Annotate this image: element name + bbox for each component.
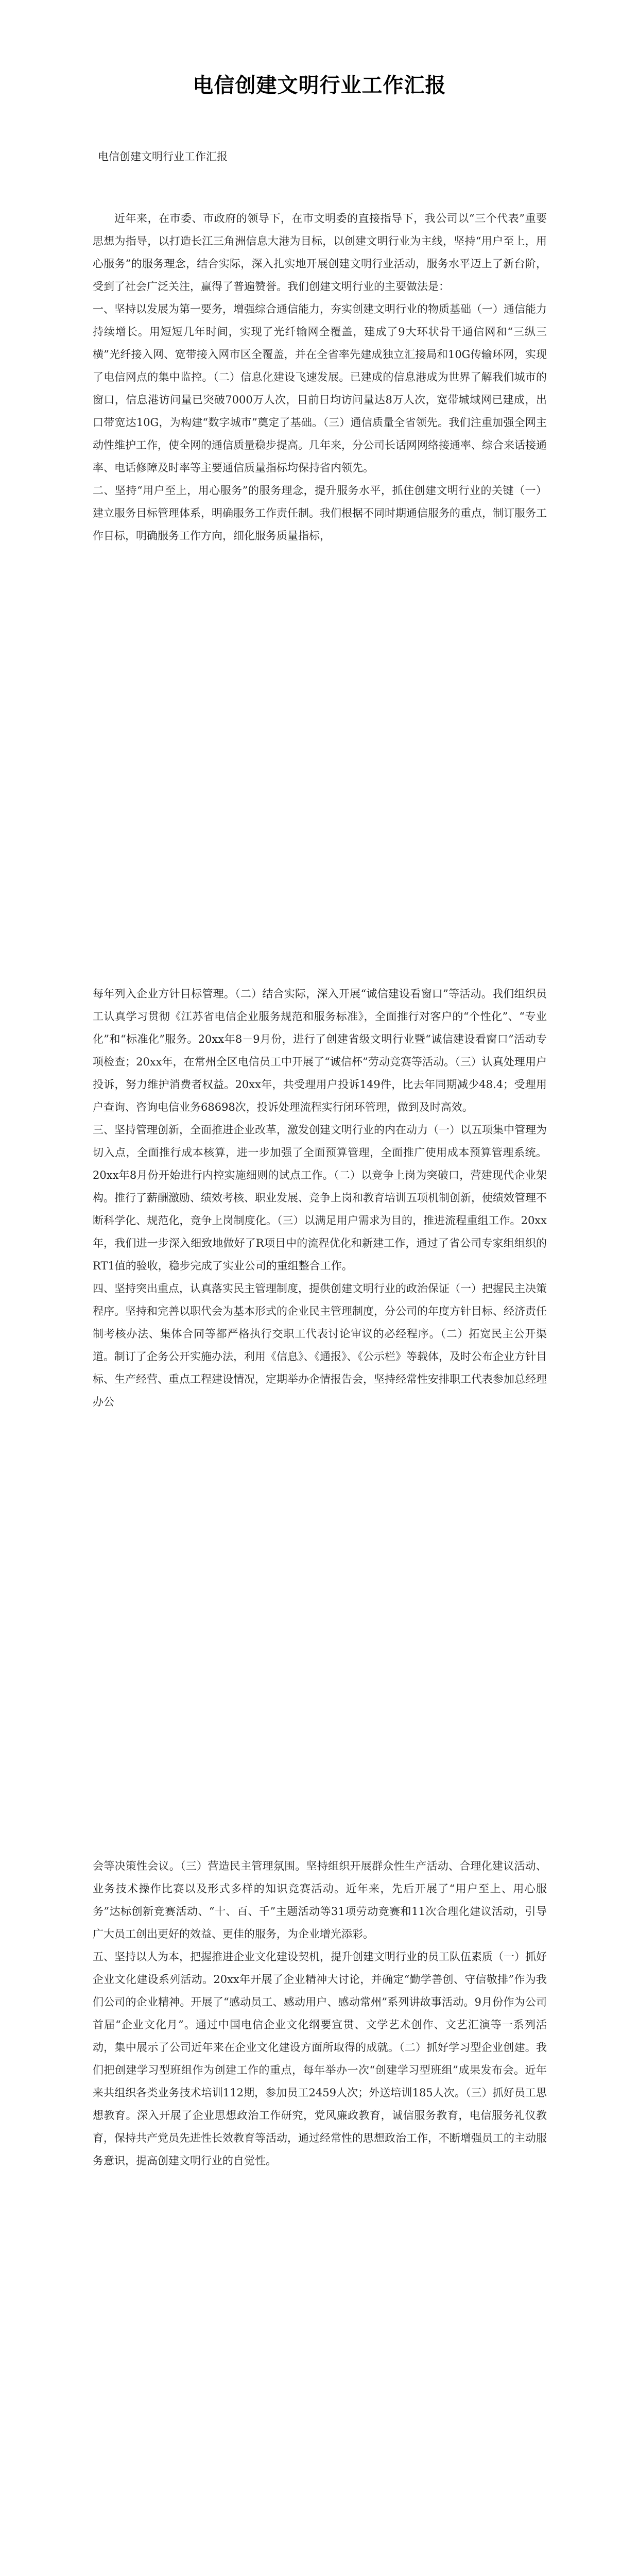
paragraph-section-4: 四、坚持突出重点，认真落实民主管理制度，提供创建文明行业的政治保证（一）把握民主决策程序。坚持和完善以职代会为基本形式的企业民主管理制度，分公司的年度方针目标、经济责任制考核办法、集体合同等都严格执行交职工代表讨论审议的必经程序。（二）拓宽民主公开渠道。制订了企务公开实施办法，利用《信息》、《通报》、《公示栏》等载体，及时公布企业方针目标、生产经营、重点工程建设情况，定期举办企情报告会，坚持经常性安排职工代表参加总经理办公 — [93, 1282, 547, 1408]
text-block-1 — [93, 207, 547, 547]
paragraph-intro: 近年来，在市委、市政府的领导下，在市文明委的直接指导下，我公司以“三个代表”重要思想为指导，以打造长江三角洲信息大港为目标，以创建文明行业为主线，坚持“用户至上，用心服务”的服务理念，结合实际，深入扎实地开展创建文明行业活动，服务水平迈上了新台阶，受到了社会广泛关注，赢得了普遍赞誉。我们创建文明行业的主要做法是： — [93, 212, 547, 293]
text-block-3 — [93, 1855, 547, 2172]
paragraph-section-4-cont: 会等决策性会议。（三）营造民主管理氛围。坚持组织开展群众性生产活动、合理化建议活动、业务技术操作比赛以及形式多样的知识竞赛活动。近年来，先后开展了“用户至上、用心服务”达标创新竞赛活动、“十、百、千”主题活动等31项劳动竞赛和11次合理化建议活动，引导广大员工创出更好的效益、更佳的服务，为企业增光添彩。 — [93, 1860, 547, 1940]
paragraph-section-5: 五、坚持以人为本，把握推进企业文化建设契机，提升创建文明行业的员工队伍素质（一）抓好企业文化建设系列活动。20xx年开展了企业精神大讨论，并确定“勤学善创、守信敬排”作为我们公司的企业精神。开展了“感动员工、感动用户、感动常州”系列讲故事活动。9月份作为公司首届“企业文化月”。通过中国电信企业文化纲要宣贯、文学艺术创作、文艺汇演等一系列活动，集中展示了公司近年来在企业文化建设方面所取得的成就。（二）抓好学习型企业创建。我们把创建学习型班组作为创建工作的重点，每年举办一次“创建学习型班组”成果发布会。近年来共组织各类业务技术培训112期，参加员工2459人次；外送培训185人次。（三）抓好员工思想教育。深入开展了企业思想政治工作研究，党风廉政教育，诚信服务教育，电信服务礼仪教育，保持共产党员先进性长效教育等活动，通过经常性的思想政治工作，不断增强员工的主动服务意识，提高创建文明行业的自觉性。 — [93, 1951, 547, 2167]
page-title: 电信创建文明行业工作汇报 — [193, 73, 446, 97]
paragraph-section-3: 三、坚持管理创新，全面推进企业改革，激发创建文明行业的内在动力（一）以五项集中管理为切入点，全面推行成本核算，进一步加强了全面预算管理，全面推广使用成本预算管理系统。20xx年8月份开始进行内控实施细则的试点工作。（二）以竞争上岗为突破口，营建现代企业架构。推行了薪酬激励、绩效考核、职业发展、竞争上岗和教育培训五项机制创新，使绩效管理不断科学化、规范化，竞争上岗制度化。（三）以满足用户需求为目的，推进流程重组工作。20xx年，我们进一步深入细致地做好了R项目中的流程优化和新建工作，通过了省公司专家组组织的RT1值的验收，稳步完成了实业公司的重组整合工作。 — [93, 1124, 547, 1272]
paragraph-section-2: 二、坚持“用户至上，用心服务”的服务理念，提升服务水平，抓住创建文明行业的关键（一）建立服务目标管理体系，明确服务工作责任制。我们根据不同时期通信服务的重点，制订服务工作目标，明确服务工作方向，细化服务质量指标， — [93, 484, 547, 542]
document-subtitle: 电信创建文明行业工作汇报 — [98, 150, 228, 163]
paragraph-section-1: 一、坚持以发展为第一要务，增强综合通信能力，夯实创建文明行业的物质基础（一）通信能力持续增长。用短短几年时间，实现了光纤输网全覆盖，建成了9大环状骨干通信网和“三纵三横”光纤接入网、宽带接入网市区全覆盖，并在全省率先建成独立汇接局和10G传输环网，实现了电信网点的集中监控。（二）信息化建设飞速发展。已建成的信息港成为世界了解我们城市的窗口，信息港访问量已突破7000万人次，目前日均访问量达8万人次，宽带城域网已建成，出口带宽达10G，为构建“数字城市”奠定了基础。（三）通信质量全省领先。我们注重加强全网主动性维护工作，使全网的通信质量稳步提高。几年来，分公司长话网网络接通率、综合来话接通率、电话修障及时率等主要通信质量指标均保持省内领先。 — [93, 303, 547, 474]
text-block-2 — [93, 982, 547, 1413]
paragraph-section-2-cont: 每年列入企业方针目标管理。（二）结合实际，深入开展“诚信建设看窗口”等活动。我们组织员工认真学习贯彻《江苏省电信企业服务规范和服务标准》，全面推行对客户的“个性化”、“专业化”和“标准化”服务。20xx年8－9月份，进行了创建省级文明行业暨“诚信建设看窗口”活动专项检查；20xx年，在常州全区电信员工中开展了“诚信杯”劳动竞赛等活动。（三）认真处理用户投诉，努力维护消费者权益。20xx年，共受理用户投诉149件，比去年同期减少48.4；受理用户查询、咨询电信业务68698次，投诉处理流程实行闭环管理，做到及时高效。 — [93, 988, 547, 1113]
